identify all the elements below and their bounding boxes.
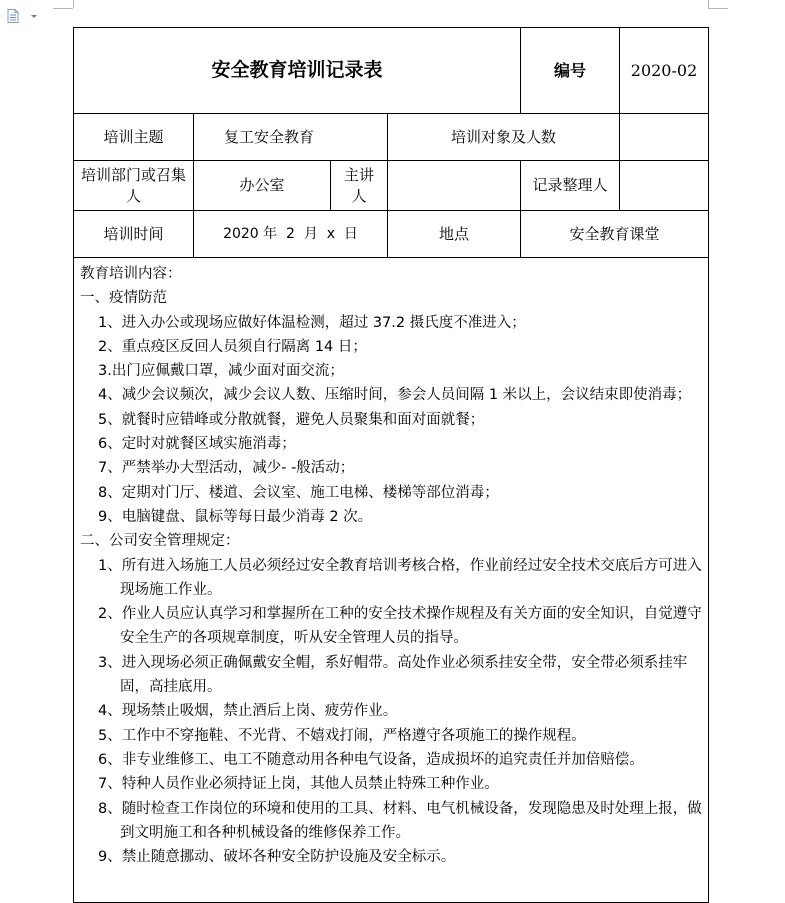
list-item: 4、现场禁止吸烟，禁止酒后上岗、疲劳作业。 [98, 703, 398, 720]
time-label: 培训时间 [74, 211, 194, 258]
list-item: 9、禁止随意挪动、破坏各种安全防护设施及安全标示。 [98, 849, 456, 866]
list-item: 9、电脑键盘、鼠标等每日最少消毒 2 次。 [98, 508, 373, 525]
lecturer-value [388, 161, 521, 211]
training-record-table [73, 27, 709, 903]
list-item: 3、进入现场必须正确佩戴安全帽，系好帽带。高处作业必须系挂安全带，安全带必须系挂牢固，高挂底用。 [98, 654, 688, 696]
target-value [620, 114, 709, 161]
dept-label: 培训部门或召集人 [74, 161, 194, 211]
content-row [74, 258, 709, 903]
number-value: 2020-02 [620, 28, 709, 114]
list-item: 8、定期对门厅、楼道、会议室、施工电梯、楼梯等部位消毒； [98, 484, 499, 501]
place-label: 地点 [388, 211, 521, 258]
list-item: 3.出门应佩戴口罩，减少面对面交流； [98, 363, 344, 380]
content-cell [74, 258, 709, 903]
section-title: 二、公司安全管理规定： [80, 533, 240, 550]
topic-row [74, 114, 709, 161]
topic-label: 培训主题 [74, 114, 194, 161]
list-item: 4、减少会议频次，减少会议人数、压缩时间，参会人员间隔 1 米以上，会议结束即使消毒； [98, 387, 692, 404]
training-content [80, 262, 704, 869]
dept-value: 办公室 [194, 161, 331, 211]
form-title: 安全教育培训记录表 [74, 28, 521, 114]
section-title: 一、疫情防范 [80, 290, 167, 307]
place-value: 安全教育课堂 [521, 211, 709, 258]
list-item: 5、就餐时应错峰或分散就餐，避免人员聚集和面对面就餐； [98, 411, 485, 428]
list-item: 1、进入办公或现场应做好体温检测，超过 37.2 摄氏度不准进入； [98, 314, 526, 331]
list-item: 1、所有进入场施工人员必须经过安全教育培训考核合格，作业前经过安全技术交底后方可进入现场施工作业。 [98, 557, 702, 598]
header-row [74, 28, 709, 114]
time-row [74, 211, 709, 258]
recorder-value [620, 161, 709, 211]
content-heading: 教育培训内容： [80, 266, 182, 282]
list-item: 2、重点疫区反回人员须自行隔离 14 日； [98, 338, 367, 355]
list-item: 6、非专业维修工、电工不随意动用各种电气设备，造成损坏的追究责任并加倍赔偿。 [98, 751, 644, 768]
recorder-label: 记录整理人 [521, 161, 620, 211]
list-item: 7、严禁举办大型活动，减少- -般活动； [98, 460, 355, 477]
list-item: 2、作业人员应认真学习和掌握所在工种的安全技术操作规程及有关方面的安全知识，自觉遵守安全生产的各项规章制度，听从安全管理人员的指导。 [98, 606, 702, 647]
lecturer-label: 主讲人 [331, 161, 388, 211]
list-item: 8、随时检查工作岗位的环境和使用的工具、材料、电气机械设备，发现隐患及时处理上报，做到文明施工和各种机械设备的维修保养工作。 [98, 800, 702, 841]
topic-value: 复工安全教育 [194, 114, 388, 161]
target-label: 培训对象及人数 [388, 114, 620, 161]
department-row [74, 161, 709, 211]
document-icon[interactable] [6, 8, 38, 22]
list-item: 6、定时对就餐区域实施消毒； [98, 436, 296, 453]
list-item: 7、特种人员作业必须持证上岗，其他人员禁止特殊工种作业。 [98, 776, 499, 793]
list-item: 5、工作中不穿拖鞋、不光背、不嬉戏打闹，严格遵守各项施工的操作规程。 [98, 727, 586, 744]
number-label: 编号 [521, 28, 620, 114]
time-value: 2020 年 2 月 x 日 [194, 211, 388, 258]
